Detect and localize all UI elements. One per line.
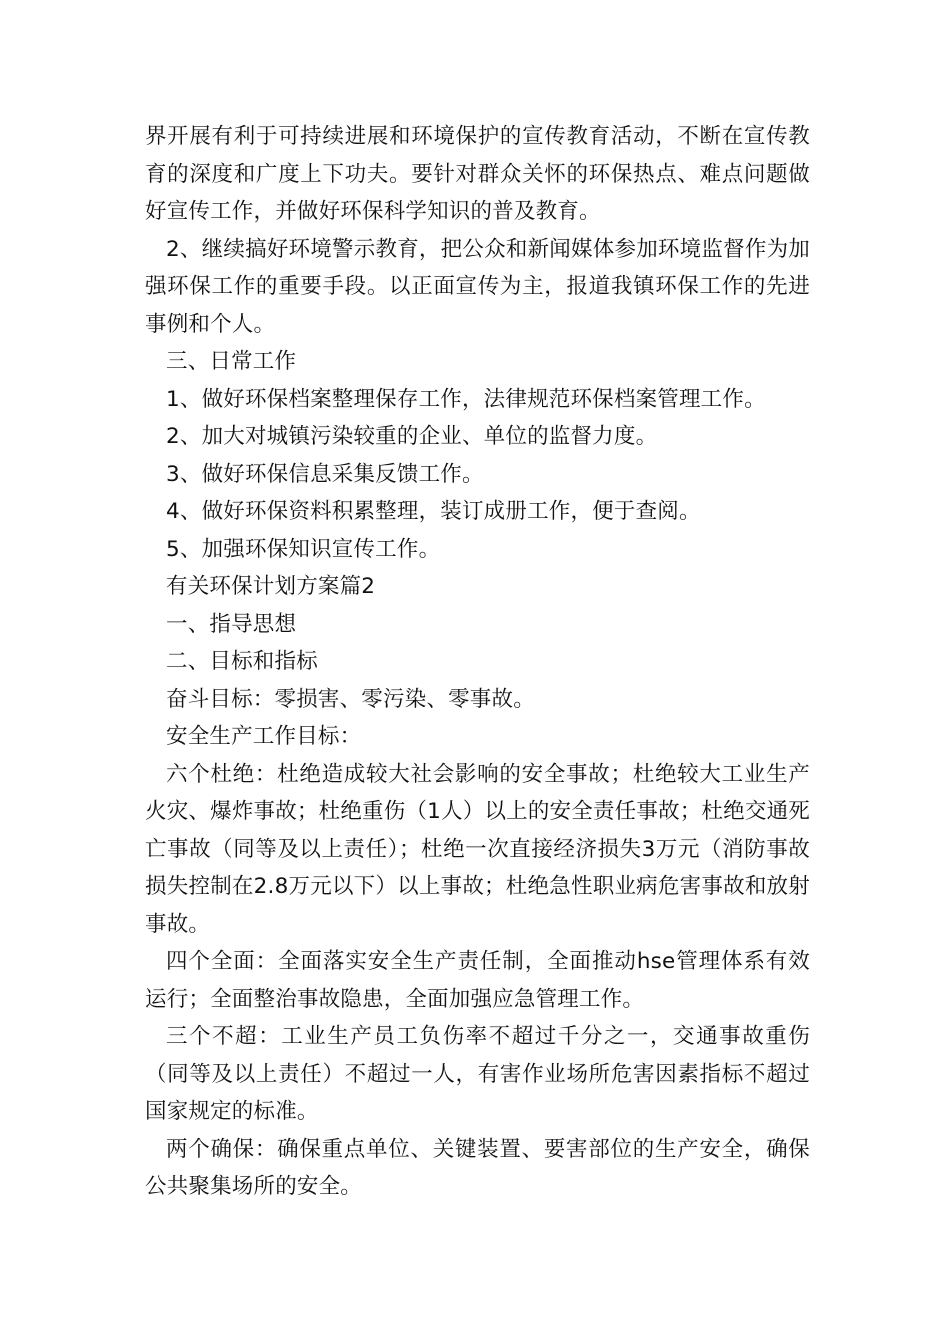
- list-item-5: 5、加强环保知识宣传工作。: [166, 536, 441, 562]
- document-body: [145, 118, 810, 1206]
- paragraph-item-2-warning-education: 2、继续搞好环境警示教育，把公众和新闻媒体参加环境监督作为加强环保工作的重要手段。以正面宣传为主，报道我镇环保工作的先进事例和个人。: [145, 236, 810, 337]
- paragraph-four-comprehensives: 四个全面：全面落实安全生产责任制，全面推动hse管理体系有效运行；全面整治事故隐患，全面加强应急管理工作。: [145, 949, 810, 1012]
- paragraph-safety-goal-heading: 安全生产工作目标：: [166, 724, 362, 749]
- paragraph-six-eliminations: 六个杜绝：杜绝造成较大社会影响的安全事故；杜绝较大工业生产火灾、爆炸事故；杜绝重伤（1人）以上的安全责任事故；杜绝交通死亡事故（同等及以上责任）；杜绝一次直接经济损失3万元（消防事故损失控制在2.8万元以下）以上事故；杜绝急性职业病危害事故和放射事故。: [145, 761, 810, 937]
- paragraph-three-not-exceeds: 三个不超：工业生产员工负伤率不超过千分之一，交通事故重伤（同等及以上责任）不超过一人，有害作业场所危害因素指标不超过国家规定的标准。: [145, 1024, 810, 1124]
- paragraph-struggle-goal: 奋斗目标：零损害、零污染、零事故。: [166, 686, 535, 712]
- list-item-4: 4、做好环保资料积累整理，装订成册工作，便于查阅。: [166, 499, 701, 524]
- list-item-2: 2、加大对城镇污染较重的企业、单位的监督力度。: [166, 424, 658, 449]
- list-item-1: 1、做好环保档案整理保存工作，法律规范环保档案管理工作。: [166, 386, 766, 412]
- article-title-part-2: 有关环保计划方案篇2: [166, 574, 376, 599]
- paragraph-continuation: 界开展有利于可持续进展和环境保护的宣传教育活动，不断在宣传教育的深度和广度上下功夫。要针对群众关怀的环保热点、难点问题做好宣传工作，并做好环保科学知识的普及教育。: [145, 124, 810, 224]
- paragraph-two-ensures: 两个确保：确保重点单位、关键装置、要害部位的生产安全，确保公共聚集场所的安全。: [145, 1136, 810, 1199]
- list-item-3: 3、做好环保信息采集反馈工作。: [166, 461, 484, 487]
- section-heading-goals: 二、目标和指标: [166, 649, 318, 674]
- section-heading-guiding-ideology: 一、指导思想: [166, 611, 297, 637]
- section-heading-daily-work: 三、日常工作: [166, 349, 297, 374]
